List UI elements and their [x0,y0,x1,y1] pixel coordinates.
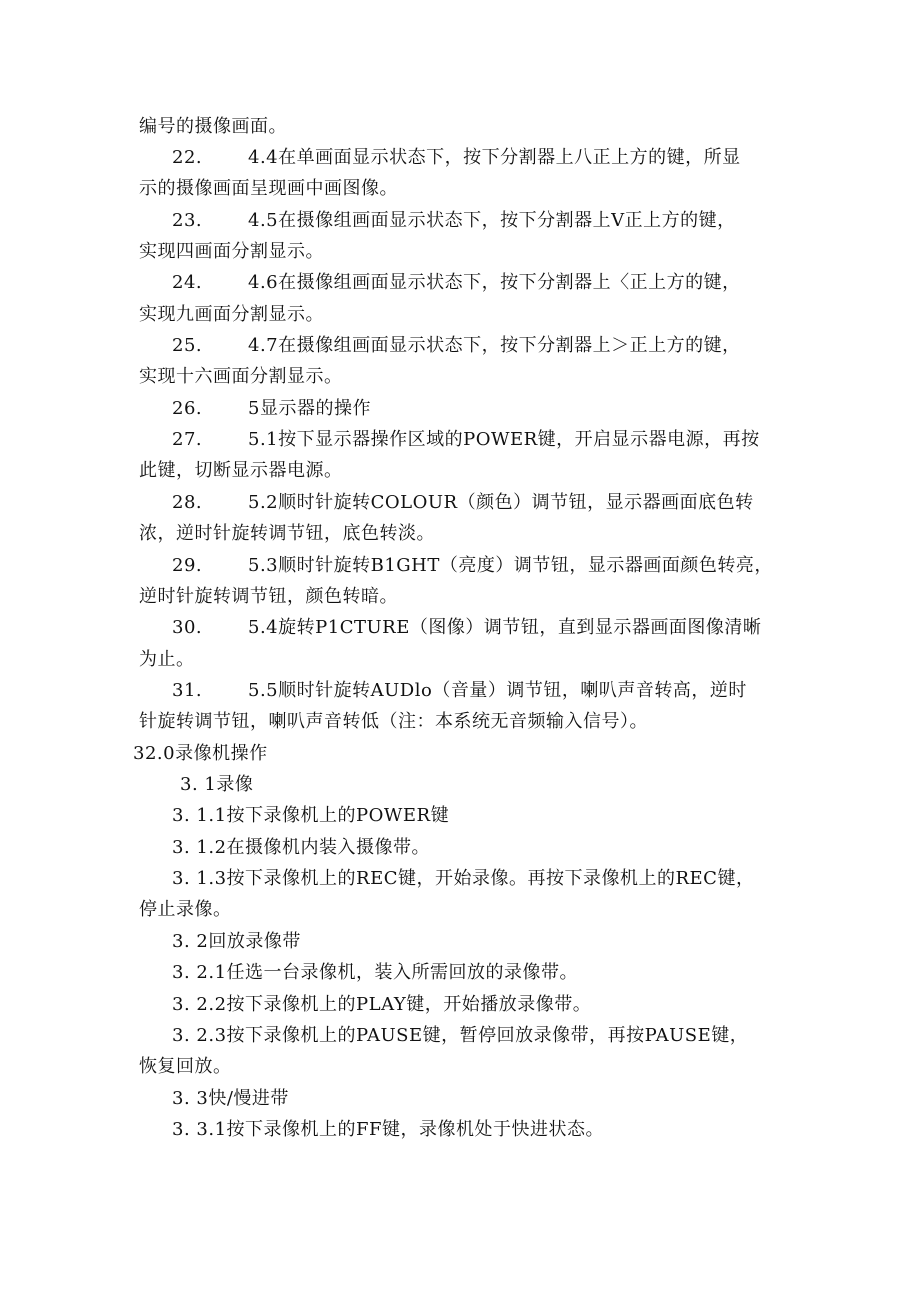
text-line: 示的摄像画面呈现画中画图像。 [139,178,398,199]
section-heading: 32.0录像机操作 [133,743,268,764]
numbered-paragraph: 27. 5.1按下显示器操作区域的POWER键，开启显示器电源，再按 [0,425,920,455]
text-line: 3. 1.2在摄像机内装入摄像带。 [172,837,431,858]
text-line: 3. 3.1按下录像机上的FF键，录像机处于快进状态。 [172,1119,604,1140]
paragraph-number: 24. [172,272,203,293]
numbered-paragraph: 31. 5.5顺时针旋转AUDlo（音量）调节钮，喇叭声音转高，逆时 [0,676,920,706]
numbered-paragraph: 24. 4.6在摄像组画面显示状态下，按下分割器上〈正上方的键， [0,268,920,298]
text-line: 恢复回放。 [139,1056,232,1077]
numbered-paragraph: 30. 5.4旋转P1CTURE（图像）调节钮，直到显示器画面图像清晰 [0,613,920,643]
text-line: 逆时针旋转调节钮，颜色转暗。 [139,586,398,607]
paragraph-number: 22. [172,147,203,168]
text-line: 针旋转调节钮，喇叭声音转低（注：本系统无音频输入信号）。 [139,711,648,732]
text-line: 3. 1.1按下录像机上的POWER键 [172,805,450,826]
numbered-paragraph: 25. 4.7在摄像组画面显示状态下，按下分割器上＞正上方的键， [0,331,920,361]
paragraph-number: 30. [172,617,203,638]
paragraph-number: 31. [172,680,203,701]
text-line: 3. 2.1任选一台录像机，装入所需回放的录像带。 [172,962,579,983]
numbered-paragraph: 29. 5.3顺时针旋转B1GHT（亮度）调节钮，显示器画面颜色转亮， [0,551,920,581]
text-line: 此键，切断显示器电源。 [139,460,343,481]
text-line: 3. 1.3按下录像机上的REC键，开始录像。再按下录像机上的REC键， [172,868,755,889]
paragraph-number: 26. [172,398,203,419]
paragraph-number: 29. [172,555,203,576]
paragraph-number: 28. [172,492,203,513]
numbered-paragraph: 28. 5.2顺时针旋转COLOUR（颜色）调节钮，显示器画面底色转 [0,488,920,518]
subsection-heading: 3. 3快/慢进带 [172,1088,289,1109]
text-line: 停止录像。 [139,899,232,920]
numbered-paragraph: 26. 5显示器的操作 [0,394,920,424]
text-line: 3. 2.3按下录像机上的PAUSE键，暂停回放录像带，再按PAUSE键， [172,1025,749,1046]
text-line: 实现九画面分割显示。 [139,304,324,325]
numbered-paragraph: 22. 4.4在单画面显示状态下，按下分割器上八正上方的键，所显 [0,143,920,173]
text-line: 实现四画面分割显示。 [139,241,324,262]
paragraph-number: 25. [172,335,203,356]
text-line: 编号的摄像画面。 [139,116,287,137]
paragraph-number: 27. [172,429,203,450]
subsection-heading: 3. 1录像 [180,774,254,795]
subsection-heading: 3. 2回放录像带 [172,931,301,952]
text-line: 浓，逆时针旋转调节钮，底色转淡。 [139,523,435,544]
paragraph-number: 23. [172,210,203,231]
text-line: 实现十六画面分割显示。 [139,366,343,387]
text-line: 为止。 [139,649,195,670]
text-line: 3. 2.2按下录像机上的PLAY键，开始播放录像带。 [172,994,592,1015]
numbered-paragraph: 23. 4.5在摄像组画面显示状态下，按下分割器上V正上方的键， [0,206,920,236]
